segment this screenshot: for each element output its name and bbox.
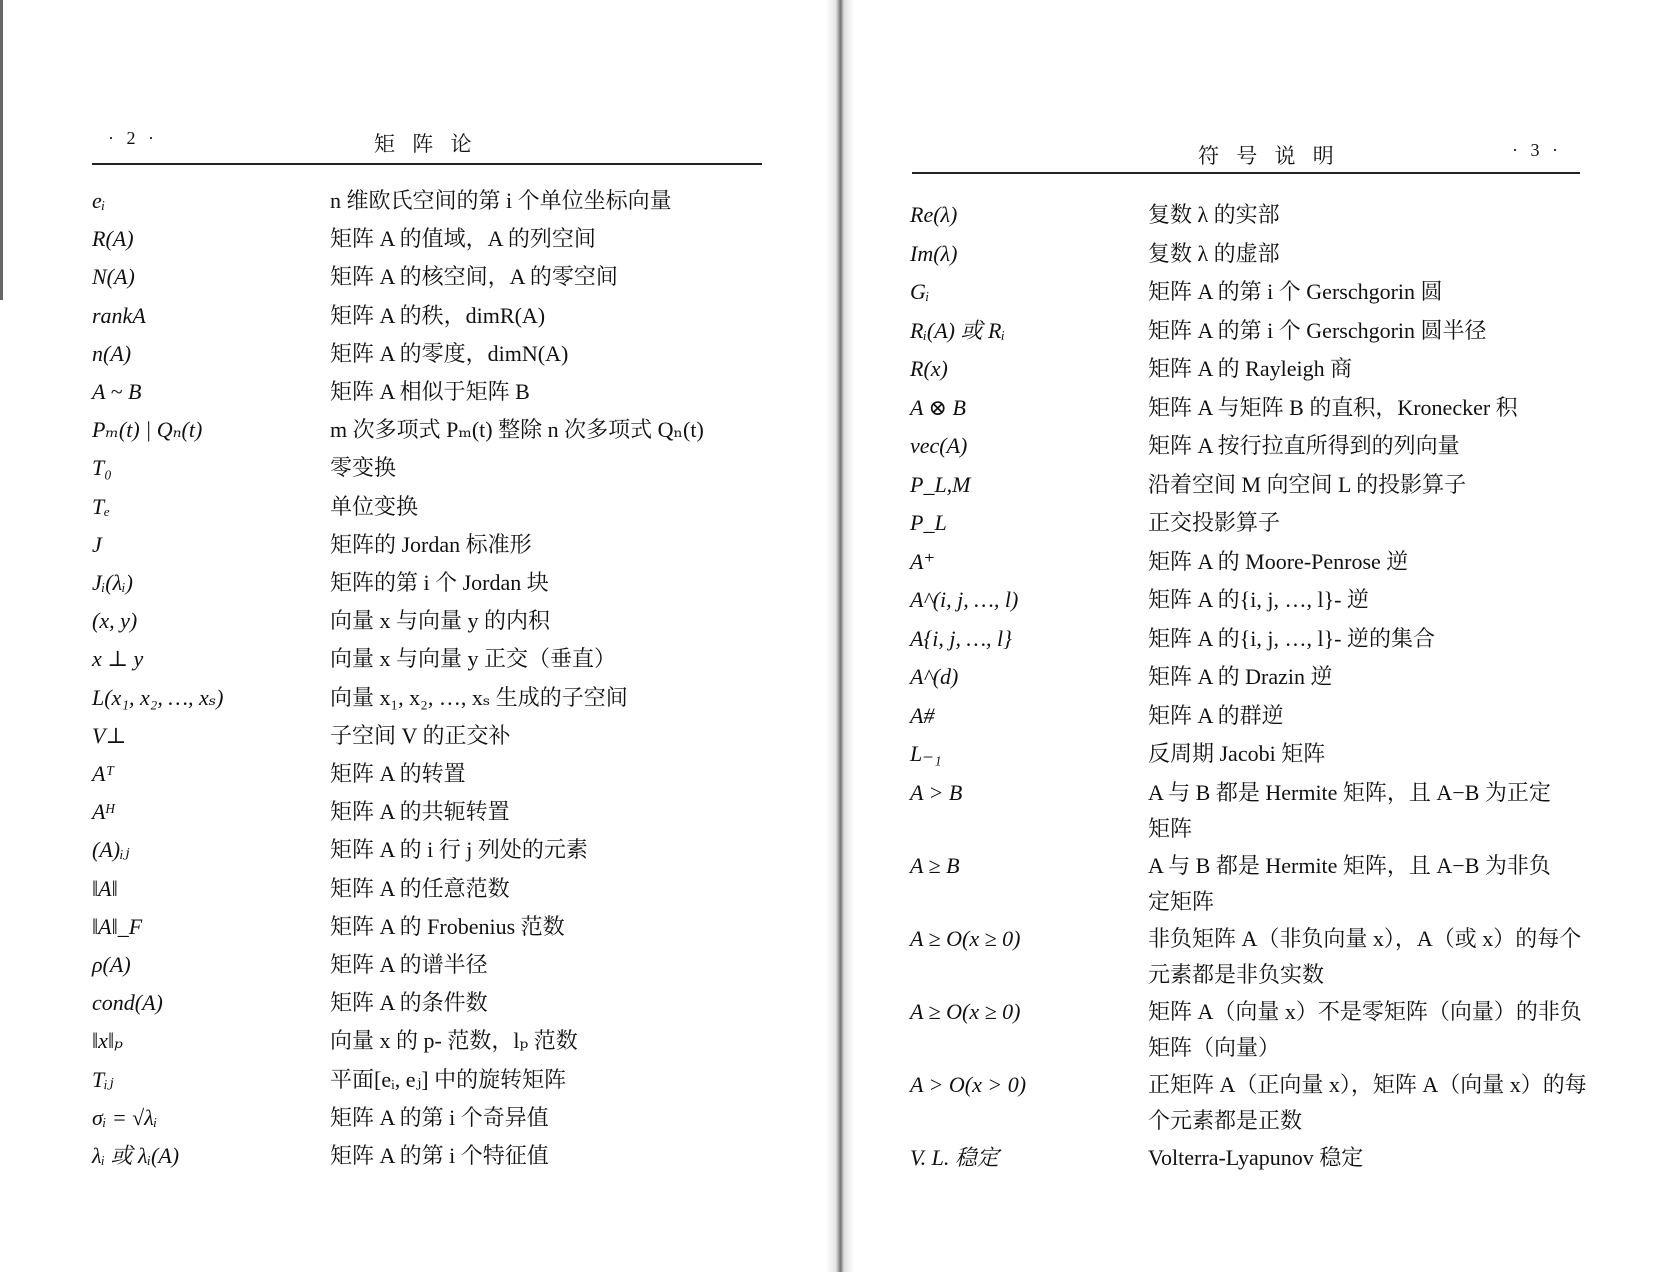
symbol-notation: n(A) [92, 340, 132, 366]
right-header-rule [912, 172, 1580, 174]
symbol-notation: σᵢ = √λᵢ [92, 1104, 158, 1130]
symbol-description: 矩阵 A 的秩，dimR(A) [330, 302, 546, 328]
symbol-notation: T₀ [92, 455, 112, 481]
symbol-description: 矩阵 A 的第 i 个特征值 [330, 1143, 549, 1168]
symbol-notation: Im(λ) [910, 240, 958, 266]
symbol-notation: P_L,M [910, 471, 971, 497]
symbol-description: 矩阵 A 的转置 [330, 761, 466, 786]
symbol-notation: V⊥ [92, 722, 127, 748]
symbol-description: 矩阵的第 i 个 Jordan 块 [330, 570, 549, 595]
symbol-description: 矩阵 A 的第 i 个 Gerschgorin 圆 [1148, 279, 1443, 304]
symbol-description: 矩阵 A 的 Rayleigh 商 [1148, 356, 1353, 381]
symbol-notation: R(x) [910, 356, 948, 381]
symbol-notation: x ⊥ y [92, 646, 144, 672]
symbol-description: 矩阵 A 的 Frobenius 范数 [330, 913, 565, 939]
symbol-description: 正矩阵 A（正向量 x），矩阵 A（向量 x）的每 [1148, 1071, 1587, 1097]
symbol-notation: ‖x‖ₚ [92, 1028, 123, 1054]
symbol-notation: vec(A) [910, 433, 968, 458]
symbol-notation: Rᵢ(A) 或 Rᵢ [910, 317, 1005, 343]
symbol-notation: A⁺ [910, 548, 936, 574]
symbol-notation: L(x₁, x₂, …, xₛ) [92, 684, 224, 710]
symbol-description: 矩阵 A 的第 i 个 Gerschgorin 圆半径 [1148, 317, 1487, 343]
symbol-notation: A ≥ B [910, 852, 960, 878]
symbol-description: 复数 λ 的虚部 [1148, 240, 1280, 266]
symbol-notation: Tᵢⱼ [92, 1066, 114, 1092]
symbol-description: 矩阵 A 的核空间，A 的零空间 [330, 264, 618, 290]
symbol-description: Volterra-Lyapunov 稳定 [1148, 1144, 1364, 1170]
symbol-notation: A# [910, 702, 935, 728]
symbol-description: 非负矩阵 A（非负向量 x），A（或 x）的每个 [1148, 925, 1582, 951]
symbol-notation: A{i, j, …, l} [910, 625, 1012, 651]
symbol-notation: eᵢ [92, 188, 106, 213]
symbol-description: 正交投影算子 [1148, 510, 1281, 535]
symbol-description: 矩阵 A 的 Moore-Penrose 逆 [1148, 548, 1409, 574]
symbol-notation: A ≥ O(x ≥ 0) [910, 998, 1021, 1024]
symbol-notation: Re(λ) [910, 202, 958, 227]
symbol-description: 向量 x₁, x₂, …, xₛ 生成的子空间 [330, 684, 628, 710]
symbol-notation: J [92, 531, 102, 557]
symbol-description: A 与 B 都是 Hermite 矩阵，且 A−B 为非负 [1148, 852, 1551, 878]
symbol-description: 矩阵 A 的共轭转置 [330, 799, 510, 825]
symbol-notation: N(A) [92, 264, 135, 290]
symbol-notation: rankA [92, 302, 146, 328]
right-running-header: 符 号 说 明 [1198, 144, 1340, 168]
right-page [840, 0, 1653, 1272]
symbol-description: 零变换 [330, 455, 397, 481]
symbol-description: 矩阵 A 的值域，A 的列空间 [330, 226, 596, 252]
symbol-notation: Tₑ [92, 493, 111, 519]
symbol-description: 向量 x 与向量 y 的内积 [330, 608, 551, 634]
symbol-description: 矩阵 A 的 i 行 j 列处的元素 [330, 837, 588, 863]
symbol-description: 矩阵 A 的条件数 [330, 990, 488, 1016]
symbol-notation: V. L. 稳定 [910, 1144, 999, 1170]
symbol-description: 复数 λ 的实部 [1148, 202, 1280, 227]
symbol-description: 矩阵 A 的{i, j, …, l}- 逆的集合 [1148, 625, 1435, 651]
left-running-header: 矩 阵 论 [374, 132, 478, 156]
symbol-notation: Aᵀ [92, 761, 114, 786]
symbol-notation: ‖A‖_F [92, 913, 143, 939]
symbol-description: 矩阵 A 的零度，dimN(A) [330, 340, 569, 366]
symbol-notation: (A)ᵢⱼ [92, 837, 130, 863]
symbol-description: 反周期 Jacobi 矩阵 [1148, 741, 1326, 766]
symbol-description: 矩阵 A 与矩阵 B 的直积，Kronecker 积 [1148, 394, 1518, 420]
symbol-description-continuation: 定矩阵 [1148, 888, 1215, 914]
symbol-description-continuation: 元素都是非负实数 [1148, 961, 1325, 987]
symbol-notation: A ⊗ B [910, 394, 966, 420]
symbol-description: 向量 x 与向量 y 正交（垂直） [330, 646, 617, 672]
symbol-description: m 次多项式 Pₘ(t) 整除 n 次多项式 Qₙ(t) [330, 417, 704, 443]
symbol-notation: ‖A‖ [92, 875, 118, 901]
symbol-description: 向量 x 的 p- 范数，lₚ 范数 [330, 1028, 578, 1054]
symbol-notation: A^(i, j, …, l) [910, 587, 1019, 612]
symbol-description: 矩阵 A 相似于矩阵 B [330, 379, 530, 404]
symbol-notation: cond(A) [92, 990, 163, 1016]
symbol-description: 矩阵 A 的第 i 个奇异值 [330, 1104, 549, 1130]
symbol-description: 矩阵的 Jordan 标准形 [330, 531, 532, 557]
symbol-notation: P_L [910, 510, 947, 535]
symbol-description: 矩阵 A 的谱半径 [330, 952, 488, 977]
symbol-description: 子空间 V 的正交补 [330, 722, 511, 748]
left-page-number: · 2 · [108, 128, 158, 148]
symbol-notation: (x, y) [92, 608, 138, 634]
symbol-description: 矩阵 A 的{i, j, …, l}- 逆 [1148, 587, 1369, 612]
symbol-notation: A ~ B [92, 379, 142, 404]
symbol-description: A 与 B 都是 Hermite 矩阵，且 A−B 为正定 [1148, 779, 1551, 805]
symbol-notation: L₋₁ [910, 741, 942, 766]
symbol-description: 沿着空间 M 向空间 L 的投影算子 [1148, 471, 1467, 497]
symbol-description-continuation: 矩阵 [1148, 815, 1193, 841]
symbol-description-continuation: 个元素都是正数 [1148, 1107, 1303, 1133]
right-page-number: · 3 · [1512, 140, 1562, 160]
symbol-description: 单位变换 [330, 493, 419, 519]
symbol-description: 矩阵 A 的任意范数 [330, 875, 510, 901]
symbol-description: 矩阵 A 的群逆 [1148, 702, 1284, 728]
symbol-notation: Pₘ(t) | Qₙ(t) [92, 417, 203, 443]
symbol-description: 平面[eᵢ, eⱼ] 中的旋转矩阵 [330, 1066, 567, 1092]
symbol-notation: Aᴴ [92, 799, 114, 825]
symbol-notation: A > B [910, 779, 963, 805]
symbol-description: 矩阵 A 的 Drazin 逆 [1148, 664, 1333, 689]
symbol-notation: A^(d) [910, 664, 959, 689]
symbol-description: 矩阵 A 按行拉直所得到的列向量 [1148, 433, 1460, 458]
symbol-notation: A ≥ O(x ≥ 0) [910, 925, 1021, 951]
symbol-description: 矩阵 A（向量 x）不是零矩阵（向量）的非负 [1148, 998, 1582, 1024]
symbol-notation: Gᵢ [910, 279, 930, 304]
symbol-notation: Jᵢ(λᵢ) [92, 570, 133, 595]
symbol-notation: ρ(A) [92, 952, 131, 977]
symbol-notation: λᵢ 或 λᵢ(A) [92, 1143, 180, 1168]
left-header-rule [92, 163, 762, 165]
symbol-notation: A > O(x > 0) [910, 1071, 1027, 1097]
symbol-notation: R(A) [92, 226, 134, 252]
symbol-description-continuation: 矩阵（向量） [1148, 1034, 1281, 1060]
symbol-description: n 维欧氏空间的第 i 个单位坐标向量 [330, 188, 672, 213]
